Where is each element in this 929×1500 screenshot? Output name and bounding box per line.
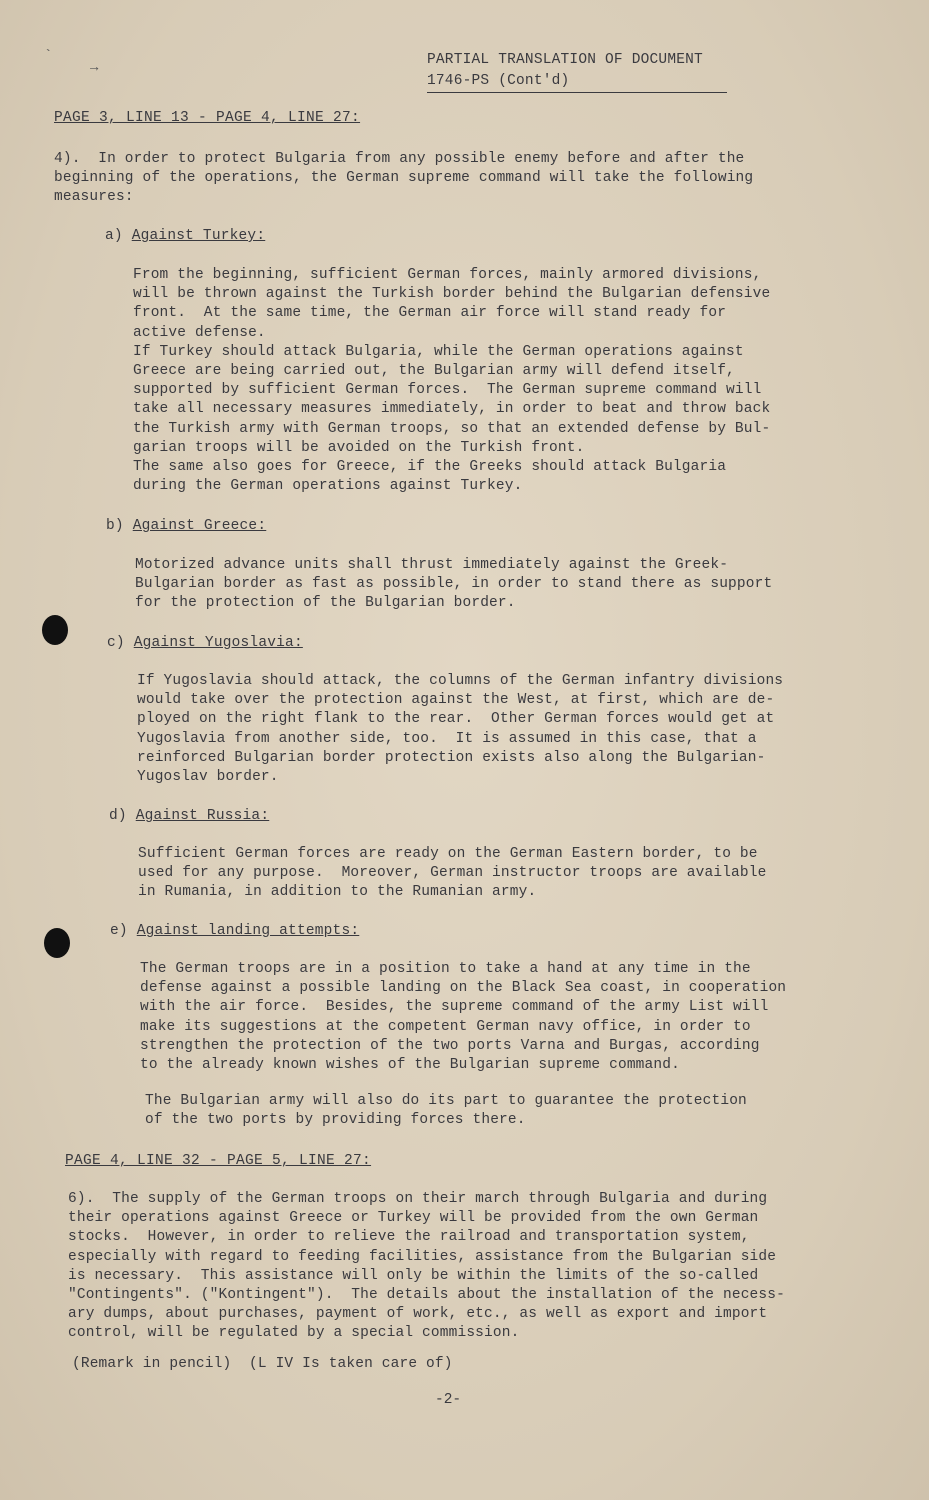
punch-hole: [42, 615, 68, 645]
subsection-heading: d) Against Russia:: [109, 808, 270, 824]
supply-paragraph: 6). The supply of the German troops on their march through Bulgaria and during their operations against Greece or Turkey will be provided from the own German stocks. However, in order to relieve the railroad and transportation system, especially with regard to feeding facilities, assistance from the Bulgarian side is necessary. This assistance will only be within the limits of the so-called "Contingents". ("Kontingent"). The details about the installation of the necess- ary dumps, about purchases, payment of work, etc., as well as export and import control, will be regulated by a special commission.: [68, 1191, 785, 1342]
subsection-heading: a) Against Turkey:: [105, 228, 266, 244]
subsection-title: Against Greece:: [132, 518, 267, 534]
corner-mark: →: [90, 60, 99, 76]
header-document-number: 1746-PS (Cont'd): [427, 71, 727, 93]
subsection-heading: b) Against Greece:: [106, 518, 267, 534]
subsection-title: Against landing attempts:: [136, 923, 360, 939]
section-heading: PAGE 4, LINE 32 - PAGE 5, LINE 27:: [65, 1153, 372, 1169]
subsection-title: Against Yugoslavia:: [133, 635, 303, 651]
subsection-title: Against Turkey:: [131, 228, 266, 244]
subsection-title: Against Russia:: [135, 808, 270, 824]
header-title: PARTIAL TRANSLATION OF DOCUMENT: [427, 52, 703, 68]
punch-hole: [44, 928, 70, 958]
subsection-paragraph: The German troops are in a position to take a hand at any time in the defense against a possible landing on the Black Sea coast, in cooperation with the air force. Besides, the supreme command of the army List will make its suggestions at the competent German navy office, in order to strengthen the protection of the two ports Varna and Burgas, according to the already known wishes of the Bulgarian supreme command.: [140, 961, 787, 1074]
subsection-paragraph: If Yugoslavia should attack, the columns of the German infantry divisions would take over the protection against the West, at first, which are de- ployed on the right flank to the rear. Other German forces would get at Yugoslavia from another side, too. It is assumed in this case, that a reinforced Bulgarian border protection exists also along the Bulgarian- Yugoslav border.: [137, 673, 784, 786]
subsection-paragraph: Motorized advance units shall thrust immediately against the Greek- Bulgarian border as fast as possible, in order to stand there as support for the protection of the Bulgarian border.: [135, 557, 773, 612]
subsection-paragraph: Sufficient German forces are ready on the German Eastern border, to be used for any purpose. Moreover, German instructor troops are available in Rumania, in addition to the Rumanian army.: [138, 846, 767, 901]
intro-paragraph: 4). In order to protect Bulgaria from any possible enemy before and after the beginning of the operations, the German supreme command will take the following measures:: [54, 151, 754, 206]
pencil-remark: (Remark in pencil) (L IV Is taken care of): [72, 1356, 453, 1372]
document-header: [427, 50, 727, 93]
subsection-heading: c) Against Yugoslavia:: [107, 635, 303, 651]
subsection-paragraph: From the beginning, sufficient German forces, mainly armored divisions, will be thrown against the Turkish border behind the Bulgarian defensive front. At the same time, the German air force will stand ready for active defense. If Turkey should attack Bulgaria, while the German operations against Greece are being carried out, the Bulgarian army will defend itself, supported by sufficient German forces. The German supreme command will take all necessary measures immediately, in order to beat and throw back the Turkish army with German troops, so that an extended defense by Bul- garian troops will be avoided on the Turkish front. The same also goes for Greece, if the Greeks should attack Bulgaria during the German operations against Turkey.: [133, 267, 771, 495]
page-number: -2-: [435, 1392, 462, 1408]
closing-paragraph: The Bulgarian army will also do its part to guarantee the protection of the two ports by providing forces there.: [145, 1093, 747, 1129]
section-heading: PAGE 3, LINE 13 - PAGE 4, LINE 27:: [54, 110, 361, 126]
subsection-heading: e) Against landing attempts:: [110, 923, 360, 939]
corner-mark: `: [44, 48, 53, 64]
